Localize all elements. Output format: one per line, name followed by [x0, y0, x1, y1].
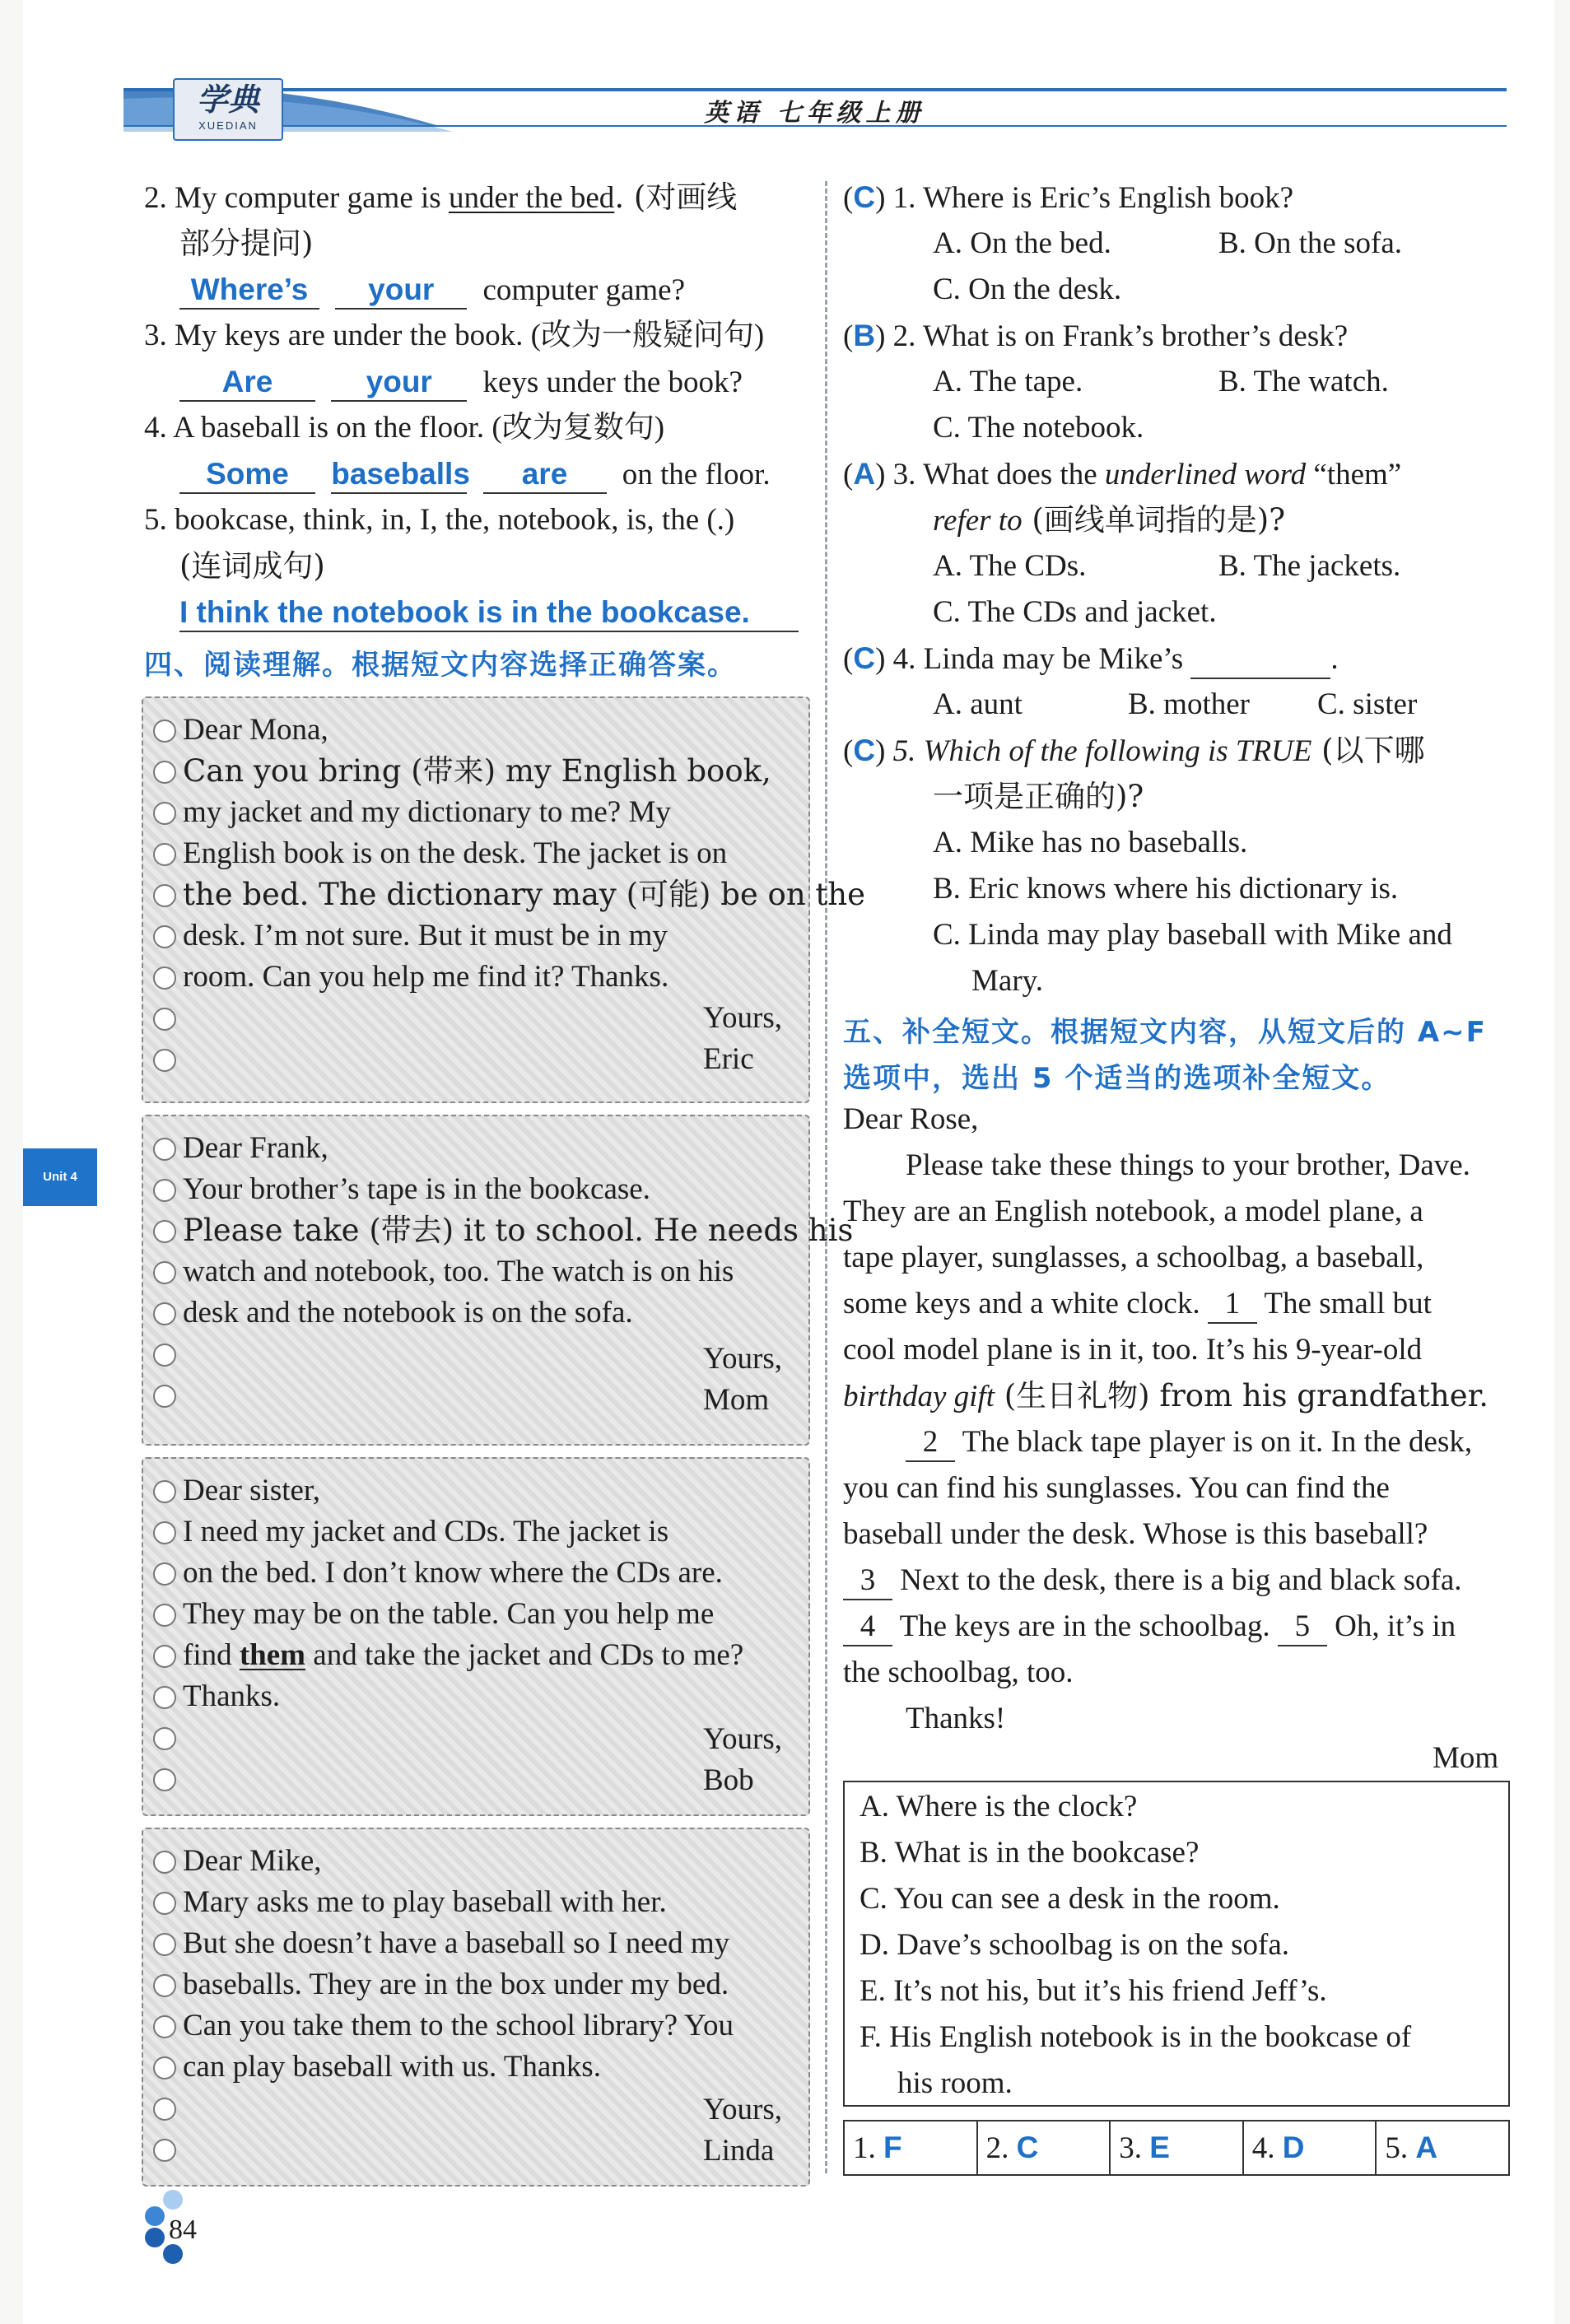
- decor-dot-icon: [163, 2190, 183, 2210]
- mc-q1-opt-a: A. On the bed.: [933, 226, 1111, 260]
- mc-q1: (C) 1. Where is Eric’s English book?: [843, 180, 1294, 215]
- mc-q3-opt-c: C. The CDs and jacket.: [933, 595, 1217, 629]
- mc-q3-answer: A: [853, 457, 876, 491]
- letter-line: I need my jacket and CDs. The jacket is: [183, 1515, 669, 1549]
- answer-num: 5.: [1385, 2131, 1409, 2165]
- letter-text: find: [183, 1638, 240, 1672]
- blank-1: 1: [1208, 1286, 1257, 1324]
- decor-dot-icon: [163, 2244, 183, 2264]
- q3-tail: keys under the book?: [482, 366, 743, 399]
- mc-q4-opt-b: B. mother: [1128, 687, 1250, 721]
- blank-3: 3: [843, 1563, 892, 1600]
- passage-text: The black tape player is on it. In the desk,: [955, 1425, 1473, 1459]
- binder-hole: [153, 1933, 176, 1956]
- letter-box-bob: [142, 1457, 810, 1816]
- q3-prompt: 3. My keys are under the book. (改为一般疑问句): [144, 319, 765, 352]
- letter-line: watch and notebook, too. The watch is on his: [183, 1255, 734, 1288]
- q4-answer-line: [179, 456, 771, 494]
- mc-q3-opt-a: A. The CDs.: [933, 549, 1087, 583]
- binder-hole: [153, 1480, 176, 1503]
- q5-prompt-cont: (连词成句): [179, 548, 325, 584]
- passage-thanks: Thanks!: [906, 1702, 1006, 1735]
- decor-dot-icon: [145, 2228, 165, 2247]
- xuedian-logo: [173, 78, 283, 141]
- passage-line: [906, 1424, 1472, 1462]
- q4-prompt: 4. A baseball is on the floor. (改为复数句): [144, 411, 665, 445]
- letter-box-frank: [142, 1115, 854, 1446]
- mc-q5-opt-c: C. Linda may play baseball with Mike and: [933, 918, 1452, 952]
- mc-q2-text: 2. What is on Frank’s brother’s desk?: [892, 319, 1349, 353]
- mc-q3-text-b: “them”: [1306, 458, 1402, 491]
- mc-q5-line2: 一项是正确的)?: [933, 779, 1144, 814]
- passage-text: Oh, it’s in: [1326, 1609, 1456, 1643]
- answer-table: [843, 2120, 1510, 2176]
- letter-signature: Bob: [703, 1763, 754, 1797]
- passage-line: tape player, sunglasses, a schoolbag, a baseball,: [843, 1241, 1424, 1274]
- binder-hole: [153, 2139, 176, 2162]
- letter-line: can play baseball with us. Thanks.: [183, 2050, 601, 2084]
- q4-blank-2: baseballs: [331, 456, 467, 494]
- passage-line: [843, 1609, 1456, 1646]
- binder-hole: [153, 1851, 176, 1874]
- passage-text: (生日礼物) from his grandfather.: [994, 1378, 1488, 1413]
- letter-line: Dear Mike,: [183, 1844, 322, 1878]
- binder-hole: [153, 843, 176, 866]
- passage-greeting: Dear Rose,: [843, 1102, 979, 1136]
- mc-q3-italic: underlined word: [1104, 458, 1307, 491]
- binder-hole: [153, 1604, 176, 1627]
- column-divider: [825, 181, 827, 2173]
- q2-underlined: under the bed: [448, 181, 615, 215]
- letter-signature: Linda: [703, 2134, 775, 2168]
- answer-value: D: [1282, 2131, 1305, 2164]
- letter-line: my jacket and my dictionary to me? My: [183, 795, 671, 829]
- mc-q2-opt-a: A. The tape.: [933, 365, 1083, 398]
- mc-q1-opt-b: B. On the sofa.: [1218, 226, 1402, 260]
- letter-line: Dear sister,: [183, 1474, 321, 1507]
- section5-heading: 五、补全短文。根据短文内容，从短文后的 A~F: [843, 1016, 1487, 1049]
- passage-line: cool model plane is in it, too. It’s his 9-year-old: [843, 1333, 1423, 1367]
- mc-q3-text-c: (画线单词指的是)?: [1022, 502, 1286, 538]
- options-box: [843, 1781, 1510, 2107]
- binder-hole: [153, 1563, 176, 1586]
- answer-cell: [1377, 2121, 1508, 2174]
- mc-q1-opt-c: C. On the desk.: [933, 272, 1122, 306]
- q2-text-b: . (对画线: [614, 179, 738, 215]
- option-e: E. It’s not his, but it’s his friend Jeff’s.: [860, 1974, 1327, 2008]
- letter-line: baseballs. They are in the box under my bed.: [183, 1968, 729, 2001]
- q2-blank-1: Where’s: [179, 272, 319, 310]
- passage-text: The small but: [1256, 1287, 1432, 1320]
- mc-q3-text-a: 3. What does the: [892, 458, 1105, 491]
- answer-value: E: [1149, 2131, 1170, 2164]
- q3-answer-line: [179, 364, 743, 402]
- passage-signature: Mom: [1433, 1741, 1499, 1775]
- binder-hole: [153, 2056, 176, 2079]
- book-title: 英语 七年级上册: [704, 99, 925, 128]
- answer-value: A: [1415, 2131, 1438, 2164]
- q5-prompt: 5. bookcase, think, in, I, the, notebook, is, the (.): [144, 503, 735, 537]
- passage-line: baseball under the desk. Whose is this baseball?: [843, 1517, 1428, 1551]
- mc-q2-opt-c: C. The notebook.: [933, 411, 1144, 445]
- passage-line: you can find his sunglasses. You can find the: [843, 1471, 1390, 1505]
- q2-tail: computer game?: [482, 273, 686, 307]
- q3-blank-1: Are: [179, 364, 315, 402]
- letter-box-eric: [142, 696, 866, 1103]
- binder-hole: [153, 1892, 176, 1915]
- binder-hole: [153, 925, 176, 948]
- letter-signature: Mom: [703, 1383, 770, 1417]
- mc-q4-blank: [1190, 641, 1330, 679]
- passage-text: The keys are in the schoolbag.: [892, 1609, 1278, 1643]
- binder-hole: [153, 802, 176, 825]
- q2-prompt: [144, 179, 737, 217]
- mc-q5-opt-c-cont: Mary.: [971, 964, 1043, 998]
- q3-blank-2: your: [331, 364, 467, 402]
- passage-line: [843, 1563, 1462, 1600]
- q2-prompt-cont: 部分提问): [179, 226, 314, 261]
- mc-q4-end: .: [1330, 642, 1339, 676]
- binder-hole: [153, 1008, 176, 1031]
- section4-heading: 四、阅读理解。根据短文内容选择正确答案。: [144, 649, 737, 682]
- answer-cell: [1244, 2121, 1377, 2174]
- decor-dot-icon: [145, 2206, 165, 2226]
- blank-5: 5: [1278, 1609, 1327, 1646]
- letter-closing: Yours,: [703, 1342, 782, 1376]
- answer-value: C: [1016, 2131, 1039, 2164]
- letter-line: Mary asks me to play baseball with her.: [183, 1885, 667, 1919]
- mc-q3-line2: [933, 502, 1285, 539]
- mc-q5-italic: 5. Which of the following is TRUE: [892, 734, 1312, 768]
- letter-line: [183, 1635, 743, 1676]
- answer-num: 2.: [985, 2131, 1009, 2165]
- letter-line: Thanks.: [183, 1679, 281, 1713]
- mc-q1-answer: C: [853, 180, 876, 214]
- mc-q2-opt-b: B. The watch.: [1218, 365, 1389, 398]
- binder-hole: [153, 1768, 176, 1791]
- binder-hole: [153, 1974, 176, 1997]
- letter-closing: Yours,: [703, 1722, 782, 1756]
- option-f-cont: his room.: [897, 2066, 1013, 2100]
- q4-blank-3: are: [483, 456, 607, 494]
- passage-line: the schoolbag, too.: [843, 1656, 1074, 1689]
- binder-hole: [153, 1138, 176, 1161]
- mc-q5-answer: C: [853, 734, 876, 767]
- unit-tab: Unit 4: [23, 1148, 97, 1206]
- option-d: D. Dave’s schoolbag is on the sofa.: [860, 1928, 1290, 1962]
- birthday-gift-italic: birthday gift: [843, 1380, 995, 1413]
- blank-2: 2: [906, 1424, 955, 1462]
- header-rule: [123, 88, 1507, 91]
- letter-line: on the bed. I don’t know where the CDs are.: [183, 1556, 723, 1590]
- binder-hole: [153, 1179, 176, 1202]
- passage-line: [843, 1286, 1432, 1324]
- q2-blank-2: your: [335, 272, 467, 310]
- answer-value: F: [883, 2131, 902, 2164]
- letter-line: Dear Frank,: [183, 1131, 328, 1165]
- logo-chinese: 学典: [196, 81, 259, 118]
- mc-q4-answer: C: [853, 641, 876, 675]
- binder-hole: [153, 761, 176, 784]
- letter-line: Your brother’s tape is in the bookcase.: [183, 1172, 650, 1206]
- passage-line: Please take these things to your brother, Dave.: [906, 1148, 1470, 1182]
- letter-line: desk and the notebook is on the sofa.: [183, 1296, 633, 1330]
- letter-signature: Eric: [703, 1042, 754, 1076]
- mc-q4-opt-a: A. aunt: [933, 687, 1023, 721]
- passage-line: They are an English notebook, a model plane, a: [843, 1195, 1423, 1228]
- logo-english: XUEDIAN: [198, 119, 258, 132]
- passage-line: [843, 1378, 1488, 1415]
- mc-q3-opt-b: B. The jackets.: [1218, 549, 1401, 583]
- mc-q2-answer: B: [853, 319, 876, 352]
- binder-hole: [153, 884, 176, 907]
- mc-q2: (B) 2. What is on Frank’s brother’s desk?: [843, 319, 1349, 353]
- mc-q5: (C) 5. Which of the following is TRUE (以下哪: [843, 733, 1425, 768]
- binder-hole: [153, 966, 176, 990]
- binder-hole: [153, 1344, 176, 1367]
- letter-line: They may be on the table. Can you help me: [183, 1597, 715, 1631]
- letter-line: desk. I’m not sure. But it must be in my: [183, 919, 668, 952]
- letter-line: room. Can you help me find it? Thanks.: [183, 960, 669, 994]
- underlined-word-them: them: [239, 1638, 306, 1672]
- binder-hole: [153, 1385, 176, 1408]
- q5-answer-line: [179, 594, 799, 632]
- q5-answer: I think the notebook is in the bookcase.: [179, 594, 799, 632]
- q2-text-a: 2. My computer game is: [144, 181, 449, 215]
- blank-4: 4: [843, 1609, 892, 1646]
- letter-line: But she doesn’t have a baseball so I need my: [183, 1926, 730, 1960]
- q4-tail: on the floor.: [622, 458, 771, 491]
- page-number: 84: [169, 2215, 197, 2245]
- binder-hole: [153, 1049, 176, 1072]
- mc-q4-text: 4. Linda may be Mike’s: [892, 642, 1184, 676]
- letter-line: Can you take them to the school library? You: [183, 2009, 734, 2042]
- mc-q3-refer-to: refer to: [933, 504, 1023, 538]
- q2-answer-line: [179, 272, 685, 310]
- answer-num: 1.: [853, 2131, 876, 2165]
- answer-num: 3.: [1119, 2131, 1142, 2165]
- letter-line: the bed. The dictionary may (可能) be on the: [183, 877, 866, 912]
- mc-q5-opt-b: B. Eric knows where his dictionary is.: [933, 872, 1399, 906]
- q4-blank-1: Some: [179, 456, 315, 494]
- option-f: F. His English notebook is in the bookcase of: [860, 2020, 1412, 2054]
- option-c: C. You can see a desk in the room.: [860, 1882, 1280, 1916]
- passage-text: some keys and a white clock.: [843, 1287, 1208, 1320]
- letter-closing: Yours,: [703, 2093, 782, 2126]
- binder-hole: [153, 1727, 176, 1750]
- answer-cell: [978, 2121, 1111, 2174]
- option-a: A. Where is the clock?: [860, 1790, 1138, 1823]
- letter-closing: Yours,: [703, 1001, 782, 1035]
- binder-hole: [153, 1220, 176, 1243]
- letter-box-linda: [142, 1828, 810, 2187]
- letter-line: English book is on the desk. The jacket is on: [183, 836, 728, 870]
- letter-line: Please take (带去) it to school. He needs his: [183, 1213, 854, 1248]
- mc-q1-text: 1. Where is Eric’s English book?: [892, 181, 1294, 215]
- binder-hole: [153, 2015, 176, 2038]
- mc-q5-opt-a: A. Mike has no baseballs.: [933, 826, 1248, 859]
- answer-cell: [845, 2121, 978, 2174]
- section5-heading-cont: 选项中，选出 5 个适当的选项补全短文。: [843, 1062, 1391, 1095]
- answer-cell: [1111, 2121, 1244, 2174]
- binder-hole: [153, 1261, 176, 1284]
- passage-text: Next to the desk, there is a big and black sofa.: [892, 1563, 1462, 1597]
- binder-hole: [153, 2098, 176, 2121]
- letter-line: Dear Mona,: [183, 713, 328, 747]
- binder-hole: [153, 1521, 176, 1544]
- mc-q4-opt-c: C. sister: [1317, 687, 1418, 721]
- binder-hole: [153, 1302, 176, 1325]
- binder-hole: [153, 1645, 176, 1668]
- letter-text: and take the jacket and CDs to me?: [305, 1638, 744, 1672]
- binder-hole: [153, 1686, 176, 1709]
- mc-q4: (C) 4. Linda may be Mike’s .: [843, 640, 1339, 679]
- binder-hole: [153, 720, 176, 743]
- letter-line: Can you bring (带来) my English book,: [183, 753, 771, 789]
- mc-q3: (A) 3. What does the underlined word “them”: [843, 457, 1402, 491]
- answer-num: 4.: [1251, 2131, 1275, 2165]
- mc-q5-text-b: (以下哪: [1311, 733, 1425, 768]
- option-b: B. What is in the bookcase?: [860, 1836, 1200, 1870]
